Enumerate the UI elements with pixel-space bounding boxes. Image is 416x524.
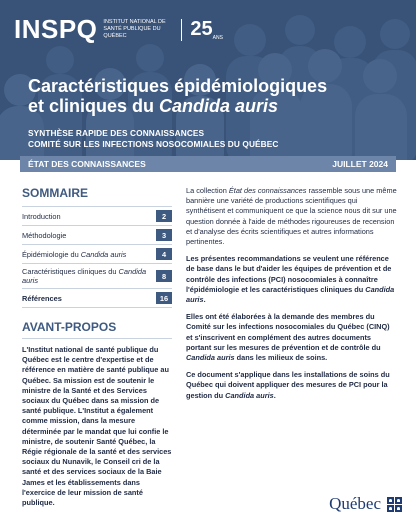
anniversary-number: 25 bbox=[190, 18, 213, 40]
institute-name: INSTITUT NATIONAL DE SANTÉ PUBLIQUE DU QUÉBEC bbox=[103, 19, 166, 39]
toc-label-italic: Candida auris bbox=[80, 249, 127, 259]
p3-text-b: dans les milieux de soins. bbox=[234, 353, 328, 363]
toc-page-number: 4 bbox=[156, 248, 172, 260]
left-column bbox=[22, 186, 172, 508]
p2-italic: Candida auris bbox=[186, 284, 395, 305]
collection-name: ÉTAT DES CONNAISSANCES bbox=[28, 159, 146, 169]
toc-item-methodologie[interactable] bbox=[22, 226, 172, 245]
collection-paragraph bbox=[186, 186, 398, 247]
toc-page-number: 3 bbox=[156, 229, 172, 241]
toc-label-italic: Candida auris bbox=[22, 267, 147, 285]
toc-label: Méthodologie bbox=[22, 230, 67, 240]
avant-propos-section bbox=[22, 320, 172, 508]
toc-label bbox=[22, 267, 156, 285]
title-line1: Caractéristiques épidémiologiques bbox=[28, 76, 328, 96]
p4-text-b: . bbox=[273, 390, 276, 400]
toc-item-caracteristiques-cliniques[interactable] bbox=[22, 264, 172, 289]
p1-italic: État des connaissances bbox=[228, 186, 307, 195]
fleur-de-lis-flag-icon bbox=[387, 497, 402, 512]
logo-divider bbox=[181, 19, 182, 41]
p1-text-b: rassemble sous une même bannière une variété de productions scientifiques qui synthétisent et communiquent ce que la science nous dit sur une question donnée à l'aide de méthodes rigoureuses de recension et d'analyse des écrits scientifiques et autres informations pertinentes. bbox=[186, 186, 397, 247]
toc-page-number: 8 bbox=[156, 270, 172, 282]
table-of-contents bbox=[22, 206, 172, 308]
p4-italic: Candida auris bbox=[225, 390, 274, 400]
anniversary-suffix: ANS bbox=[212, 35, 223, 41]
toc-page-number: 16 bbox=[156, 292, 172, 304]
subtitle-line2: COMITÉ SUR LES INFECTIONS NOSOCOMIALES DU QUÉBEC bbox=[28, 139, 279, 149]
avant-propos-title: AVANT-PROPOS bbox=[22, 320, 117, 334]
p2-text-a: Les présentes recommandations se veulent une référence de base dans le but d'aider les équipes de prévention et de contrôle des infections (PCI) nosocomiales à connaître l'épidémiologie et les caractéristiques cliniques du bbox=[186, 254, 392, 294]
publication-date: JUILLET 2024 bbox=[332, 159, 388, 169]
right-column bbox=[186, 186, 398, 408]
toc-item-epidemiologie[interactable] bbox=[22, 245, 172, 264]
p3-text-a: Elles ont été élaborées à la demande des membres du Comité sur les infections nosocomiales du Québec (CINQ) et s'inscrivent en complément des autres documents portant sur les mesures de prévention et de contrôle du bbox=[186, 312, 390, 352]
inspq-logo bbox=[14, 14, 223, 45]
quebec-logo bbox=[329, 494, 402, 514]
title-line2-italic: Candida auris bbox=[159, 96, 279, 116]
anniversary-mark bbox=[190, 18, 223, 41]
p2-text-b: . bbox=[203, 295, 206, 305]
toc-label-text: Caractéristiques cliniques du bbox=[22, 267, 119, 276]
subtitle-line1: SYNTHÈSE RAPIDE DES CONNAISSANCES bbox=[28, 128, 205, 138]
sommaire-title: SOMMAIRE bbox=[22, 186, 88, 200]
toc-label-text: Épidémiologie du bbox=[22, 249, 81, 259]
p1-text-a: La collection bbox=[186, 186, 229, 195]
collection-bar bbox=[20, 156, 396, 172]
cover-banner bbox=[0, 0, 416, 160]
toc-label bbox=[22, 250, 130, 259]
toc-item-introduction[interactable] bbox=[22, 207, 172, 226]
scope-paragraph bbox=[186, 370, 398, 401]
document-title bbox=[28, 76, 328, 116]
quebec-wordmark: Québec bbox=[329, 494, 381, 513]
title-line2-prefix: et cliniques du bbox=[28, 96, 160, 116]
p4-text-a: Ce document s'applique dans les installations de soins du Québec qui doivent appliquer des mesures de PCI pour la gestion du bbox=[186, 370, 390, 400]
p3-italic: Candida auris bbox=[186, 353, 235, 363]
toc-label: Références bbox=[22, 293, 62, 303]
mandate-paragraph bbox=[186, 312, 398, 363]
inspq-wordmark: INSPQ bbox=[14, 14, 98, 44]
toc-item-references[interactable] bbox=[22, 289, 172, 308]
purpose-paragraph bbox=[186, 254, 398, 305]
toc-page-number: 2 bbox=[156, 210, 172, 222]
toc-label: Introduction bbox=[22, 211, 61, 221]
section-divider bbox=[22, 338, 172, 339]
avant-propos-text: L'Institut national de santé publique du Québec est le centre d'expertise et de référence en matière de santé publique au Québec. Sa mission est de soutenir le ministre de la Santé et des Services sociaux du Québec dans sa mission de santé publique. L'Institut a également comme mission, dans la mesure déterminée par le mandat que lui confie le ministre, de soutenir Santé Québec, la Régie régionale de la santé et des services sociaux du Nunavik, le Conseil cri de la santé et des services sociaux de la Baie James et les établissements dans l'exercice de leur mission de santé publique. bbox=[22, 345, 172, 508]
